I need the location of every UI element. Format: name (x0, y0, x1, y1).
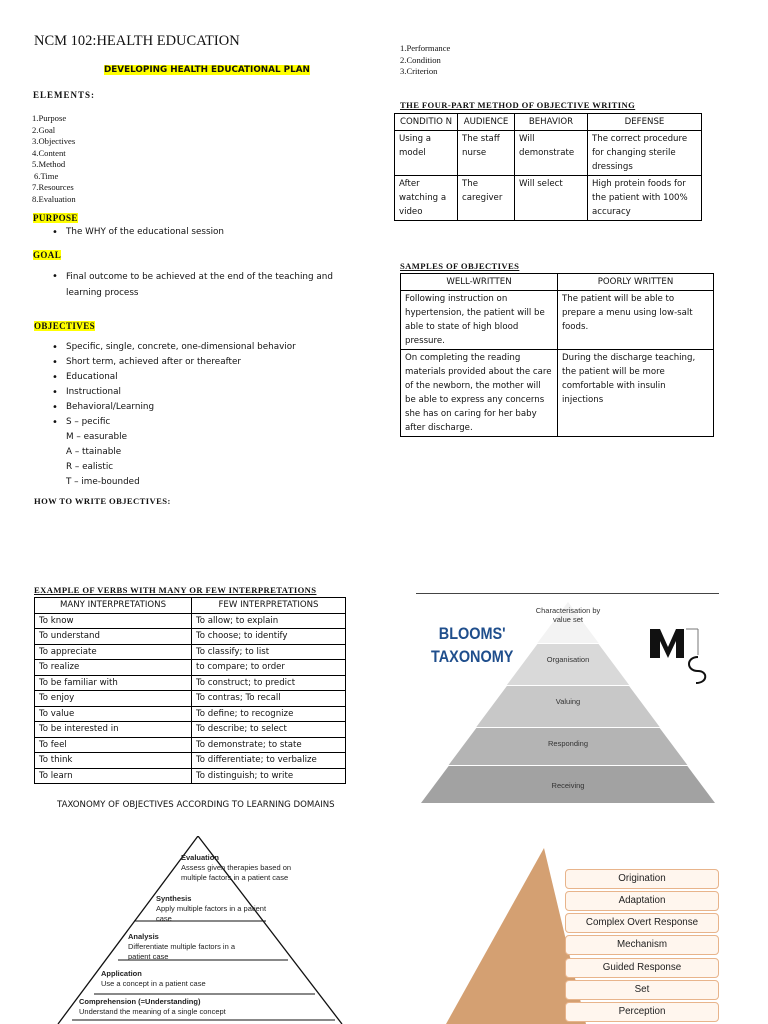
table-header: DEFENSE (588, 114, 702, 131)
table-cell: During the discharge teaching, the patient will be more comfortable with insulin injections (558, 350, 714, 437)
list-item: 2.Goal (32, 124, 56, 135)
table-cell: To allow; to explain (192, 613, 346, 629)
table-row (35, 706, 346, 722)
table-row (35, 722, 346, 738)
samples-table (400, 273, 714, 437)
table-header: BEHAVIOR (515, 114, 588, 131)
how-to-write-heading: HOW TO WRITE OBJECTIVES: (34, 496, 171, 506)
criteria-list (400, 43, 450, 78)
table-header: CONDITIO N (395, 114, 458, 131)
table-cell: On completing the reading materials provided about the care of the newborn, the mother will be able to express any concerns she has on caring for her baby after discharge. (401, 350, 558, 437)
list-item: 4.Content (32, 147, 66, 158)
table-header: WELL-WRITTEN (401, 274, 558, 291)
objectives-heading: OBJECTIVES (34, 321, 96, 331)
table-cell: To be familiar with (35, 675, 192, 691)
table-cell: After watching a video (395, 176, 458, 221)
table-header-row (401, 274, 714, 291)
table-row (35, 613, 346, 629)
table-cell: To feel (35, 737, 192, 753)
list-item: M – easurable (66, 432, 127, 442)
table-cell: to compare; to order (192, 660, 346, 676)
four-part-heading: THE FOUR-PART METHOD OF OBJECTIVE WRITING (400, 100, 636, 110)
table-cell: To think (35, 753, 192, 769)
elements-list (32, 113, 76, 205)
list-item: • Final outcome to be achieved at the end of the teaching and (66, 269, 333, 285)
psychomotor-level: Origination (565, 869, 719, 889)
goal-heading: GOAL (33, 250, 62, 260)
table-row (395, 131, 702, 176)
pyramid-label: Organisation (546, 655, 590, 664)
psychomotor-level: Perception (565, 1002, 719, 1022)
table-cell: Will select (515, 176, 588, 221)
cognitive-level-synthesis: Synthesis Apply multiple factors in a patient case (156, 894, 267, 923)
list-item: 1.Performance (400, 43, 451, 53)
table-cell: The caregiver (458, 176, 515, 221)
document-title: NCM 102:HEALTH EDUCATION (34, 33, 240, 49)
list-item: 7.Resources (32, 182, 74, 192)
table-cell: Using a model (395, 131, 458, 176)
objectives-bullets (34, 340, 296, 490)
purpose-heading: PURPOSE (33, 213, 78, 223)
table-cell: To value (35, 706, 192, 722)
plan-subtitle: DEVELOPING HEALTH EDUCATIONAL PLAN (104, 65, 310, 75)
cognitive-level-analysis: Analysis Differentiate multiple factors in a patient case (128, 932, 235, 961)
table-cell: The patient will be able to prepare a menu using low-salt foods. (558, 291, 714, 350)
table-cell: To classify; to list (192, 644, 346, 660)
pyramid-label: Characterisation by value set (535, 606, 601, 624)
blooms-top-rule (416, 593, 719, 594)
pyramid-label: Valuing (555, 697, 581, 706)
table-cell: To describe; to select (192, 722, 346, 738)
list-item: 8.Evaluation (32, 193, 76, 204)
psychomotor-level: Adaptation (565, 891, 719, 911)
four-part-table (394, 113, 702, 221)
table-cell: To differentiate; to verbalize (192, 753, 346, 769)
list-item: • Instructional (66, 385, 296, 400)
list-item: • Behavioral/Learning (66, 400, 296, 415)
table-cell: To realize (35, 660, 192, 676)
cognitive-level-application: Application Use a concept in a patient case (101, 969, 206, 988)
cognitive-level-evaluation: Evaluation Assess given therapies based on multiple factors in a patient case (181, 853, 292, 882)
table-cell: The correct procedure for changing sterile dressings (588, 131, 702, 176)
table-header-row (395, 114, 702, 131)
psychomotor-level: Complex Overt Response (565, 913, 719, 933)
list-item: • S – pecific (66, 415, 296, 430)
logo-icon (648, 625, 710, 687)
list-item: 2.Condition (400, 54, 441, 65)
table-cell: To know (35, 613, 192, 629)
table-row (35, 629, 346, 645)
table-cell: To appreciate (35, 644, 192, 660)
psychomotor-level: Guided Response (565, 958, 719, 978)
table-row (35, 644, 346, 660)
list-item: A – ttainable (66, 447, 122, 457)
table-row (35, 737, 346, 753)
list-item: 1.Purpose (32, 113, 67, 123)
table-cell: Following instruction on hypertension, the patient will be able to state of high blood pressure. (401, 291, 558, 350)
list-item: • Specific, single, concrete, one-dimensional behavior (66, 340, 296, 355)
list-item: • Short term, achieved after or thereafter (66, 355, 296, 370)
table-row (35, 691, 346, 707)
table-header: FEW INTERPRETATIONS (192, 598, 346, 614)
table-row (35, 660, 346, 676)
pyramid-level-valuing (476, 686, 659, 727)
psychomotor-level: Mechanism (565, 935, 719, 955)
table-header: POORLY WRITTEN (558, 274, 714, 291)
table-header-row (35, 598, 346, 614)
list-item: 3.Objectives (32, 136, 76, 146)
table-row (401, 350, 714, 437)
verbs-table (34, 597, 346, 784)
table-cell: To be interested in (35, 722, 192, 738)
pyramid-level-organisation (507, 644, 629, 685)
list-item: 5.Method (32, 159, 66, 169)
table-row (401, 291, 714, 350)
cognitive-level-comprehension: Comprehension (=Understanding) Understand the meaning of a single concept (79, 997, 226, 1016)
list-item: 6.Time (34, 170, 59, 181)
table-cell: The staff nurse (458, 131, 515, 176)
goal-bullets (34, 269, 333, 301)
table-cell: To enjoy (35, 691, 192, 707)
list-item: T – ime-bounded (66, 477, 140, 487)
table-cell: To understand (35, 629, 192, 645)
table-cell: Will demonstrate (515, 131, 588, 176)
blooms-title: BLOOMS' TAXONOMY (430, 624, 514, 666)
table-cell: To contras; To recall (192, 691, 346, 707)
table-cell: To choose; to identify (192, 629, 346, 645)
verbs-heading: EXAMPLE OF VERBS WITH MANY OR FEW INTERPRETATIONS (34, 585, 317, 595)
psychomotor-level: Set (565, 980, 719, 1000)
elements-heading: ELEMENTS: (33, 90, 96, 100)
list-item: • The WHY of the educational session (66, 225, 224, 240)
table-cell: To define; to recognize (192, 706, 346, 722)
table-row (35, 675, 346, 691)
list-item: R – ealistic (66, 462, 114, 472)
table-cell: To construct; to predict (192, 675, 346, 691)
table-cell: To demonstrate; to state (192, 737, 346, 753)
list-item: 3.Criterion (400, 66, 438, 76)
list-item: • Educational (66, 370, 296, 385)
table-row (35, 753, 346, 769)
pyramid-label: Receiving (551, 781, 585, 790)
table-row (35, 768, 346, 784)
list-item: learning process (66, 288, 139, 298)
samples-heading: SAMPLES OF OBJECTIVES (400, 261, 520, 271)
table-cell: To distinguish; to write (192, 768, 346, 784)
taxonomy-heading: TAXONOMY OF OBJECTIVES ACCORDING TO LEARNING DOMAINS (57, 800, 335, 810)
table-cell: High protein foods for the patient with 100% accuracy (588, 176, 702, 221)
table-header: AUDIENCE (458, 114, 515, 131)
table-row (395, 176, 702, 221)
purpose-bullets (34, 225, 224, 240)
table-cell: To learn (35, 768, 192, 784)
pyramid-label: Responding (547, 739, 589, 748)
table-header: MANY INTERPRETATIONS (35, 598, 192, 614)
